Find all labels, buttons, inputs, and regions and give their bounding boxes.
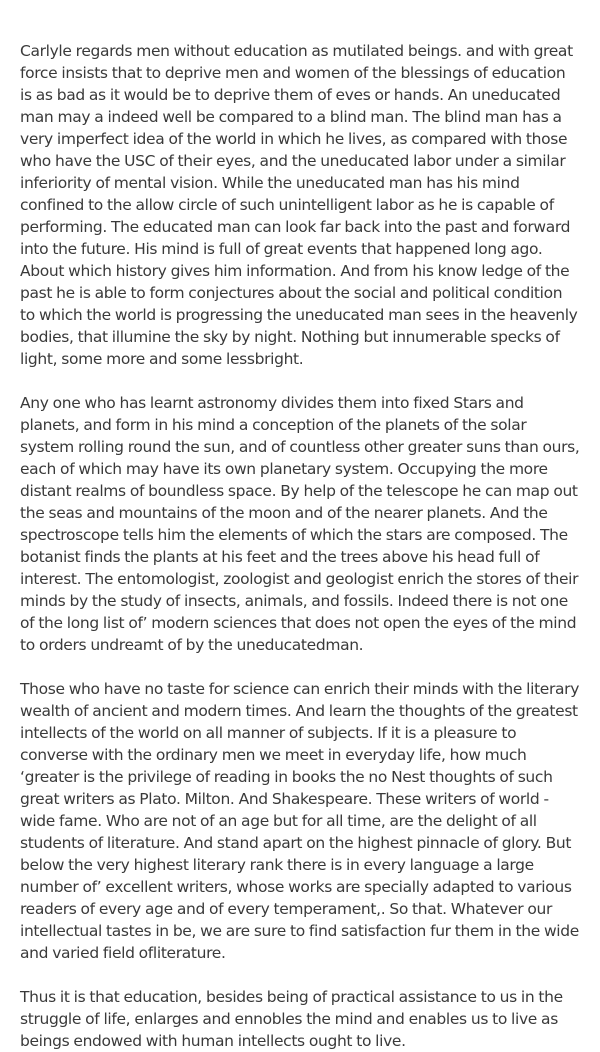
- paragraph-astronomy-and-sciences: Any one who has learnt astronomy divides them into fixed Stars and planets, and form in his mind a conception of the planets of the solar system rolling round the sun, and of countless other greater suns than ours, each of which may have its own planetary system. Occupying the more distant realms of boundless space. By help of the telescope he can map out the seas and mountains of the moon and of the nearer planets. And the spectroscope tells him the elements of which the stars are composed. The botanist finds the plants at his feet and the trees above his head full of interest. The entomologist, zoologist and geologist enrich the stores of their minds by the study of insects, animals, and fossils. Indeed there is not one of the long list of’ modern sciences that does not open the eyes of the mind to orders undreamt of by the uneducatedman.: [20, 394, 580, 654]
- paragraph-conclusion: Thus it is that education, besides being of practical assistance to us in the struggle of life, enlarges and ennobles the mind and enables us to live as beings endowed with human intellects ought to live.: [20, 988, 563, 1050]
- paragraph-education-and-blindness: Carlyle regards men without education as mutilated beings. and with great force insists that to deprive men and women of the blessings of education is as bad as it would be to deprive them of eves or hands. An uneducated man may a indeed well be compared to a blind man. The blind man has a very imperfect idea of the world in which he lives, as compared with those who have the USC of their eyes, and the uneducated labor under a similar inferiority of mental vision. While the uneducated man has his mind confined to the allow circle of such unintelligent labor as he is capable of performing. The educated man can look far back into the past and forward into the future. His mind is full of great events that happened long ago. About which history gives him information. And from his know ledge of the past he is able to form conjectures about the social and political condition to which the world is progressing the uneducated man sees in the heavenly bodies, that illumine the sky by night. Nothing but innumerable specks of light, some more and some lessbright.: [20, 42, 578, 368]
- paragraph-literature: Those who have no taste for science can enrich their minds with the literary wealth of ancient and modern times. And learn the thoughts of the greatest intellects of the world on all manner of subjects. If it is a pleasure to converse with the ordinary men we meet in everyday life, how much ‘greater is the privilege of reading in books the no Nest thoughts of such great writers as Plato. Milton. And Shakespeare. These writers of world -wide fame. Who are not of an age but for all time, are the delight of all students of literature. And stand apart on the highest pinnacle of glory. But below the very highest literary rank there is in every language a large number of’ excellent writers, whose works are specially adapted to various readers of every age and of every temperament,. So that. Whatever our intellectual tastes in be, we are sure to find satisfaction fur them in the wide and varied field ofliterature.: [20, 680, 580, 962]
